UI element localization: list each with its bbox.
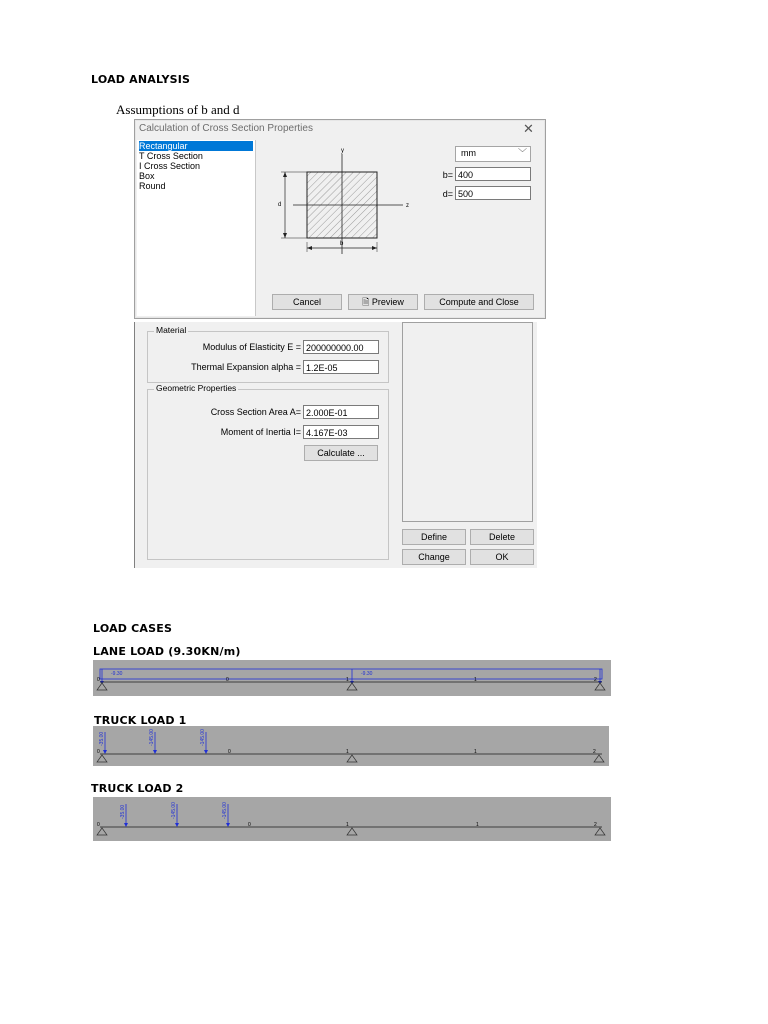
dialog-title: Calculation of Cross Section Properties [139,123,313,134]
support-icon [97,828,107,835]
element-label: 1 [474,677,477,683]
load-arrow-icon [103,750,107,754]
material-title: Material [156,325,187,335]
modulus-label: Modulus of Elasticity E = [202,342,301,352]
calculate-button[interactable]: Calculate ... [304,445,378,461]
list-item-box[interactable]: Box [139,171,155,181]
b-input[interactable]: 400 [455,167,531,181]
dim-b-label: b [340,241,344,247]
truck-load-1-diagram [93,726,609,766]
area-label: Cross Section Area A= [210,407,301,417]
node-label: 1 [346,822,349,828]
thermal-label: Thermal Expansion alpha = [191,362,301,372]
truck2-load-value: -145.00 [222,802,228,819]
load-analysis-heading: LOAD ANALYSIS [91,73,191,86]
section-type-list[interactable] [137,140,256,316]
node-label: 2 [593,749,596,755]
support-icon [347,755,357,762]
truck-load-2-heading: TRUCK LOAD 2 [91,782,184,795]
section-list-box[interactable] [402,322,533,522]
element-label: 0 [226,677,229,683]
chevron-down-icon: ﹀ [517,148,527,158]
d-label: d= [442,189,453,199]
lane-load-diagram [93,660,611,696]
support-icon [97,755,107,762]
preview-label: Preview [371,297,404,307]
load-cases-heading: LOAD CASES [93,622,173,635]
d-input[interactable]: 500 [455,186,531,200]
load-arrow-icon [153,750,157,754]
support-icon [97,683,107,690]
section-properties-panel [134,322,537,568]
dim-d-label: d [278,202,282,208]
load-arrow-icon [204,750,208,754]
b-label: b= [442,170,453,180]
preview-icon: 🗎 [362,297,370,307]
material-group [147,331,389,383]
load-arrow-icon [175,823,179,827]
element-label: 0 [248,822,251,828]
define-button[interactable]: Define [402,529,466,545]
axis-z-label: z [406,203,409,209]
support-icon [347,683,357,690]
node-label: 0 [97,749,100,755]
truck-load-1-heading: TRUCK LOAD 1 [94,714,187,727]
cross-section-preview [263,142,423,262]
element-label: 0 [228,749,231,755]
truck1-load-value: -35.00 [99,731,105,746]
inertia-input[interactable]: 4.167E-03 [303,425,379,439]
modulus-input[interactable]: 200000000.00 [303,340,379,354]
change-button[interactable]: Change [402,549,466,565]
node-label: 1 [346,677,349,683]
node-label: 2 [594,677,597,683]
support-icon [595,828,605,835]
truck1-load-value: -145.00 [149,729,155,746]
support-icon [595,683,605,690]
node-label: 1 [346,749,349,755]
close-icon[interactable]: ✕ [523,121,534,136]
compute-close-button[interactable]: Compute and Close [424,294,534,310]
lane-load-outline [100,669,602,679]
lane-load-value-left: -9.30 [111,671,123,677]
element-label: 1 [476,822,479,828]
node-label: 0 [97,822,100,828]
load-arrow-icon [226,823,230,827]
list-item-round[interactable]: Round [139,181,166,191]
axis-y-label: y [341,148,344,154]
area-input[interactable]: 2.000E-01 [303,405,379,419]
node-label: 0 [97,677,100,683]
ok-button[interactable]: OK [470,549,534,565]
delete-button[interactable]: Delete [470,529,534,545]
list-item-t-section[interactable]: T Cross Section [139,151,203,161]
geometric-title: Geometric Properties [156,383,237,393]
truck2-load-value: -145.00 [171,802,177,819]
assumptions-text: Assumptions of b and d [116,102,240,117]
lane-load-heading: LANE LOAD (9.30KN/m) [93,645,241,658]
unit-dropdown[interactable] [455,146,531,162]
list-item-rectangular[interactable]: Rectangular [139,141,253,151]
preview-button[interactable] [348,294,418,310]
truck-load-2-diagram [93,797,611,841]
support-icon [594,755,604,762]
truck2-load-value: -35.00 [120,804,126,819]
cancel-button[interactable]: Cancel [272,294,342,310]
support-icon [347,828,357,835]
inertia-label: Moment of Inertia I= [220,427,301,437]
unit-value: mm [461,148,476,158]
list-item-i-section[interactable]: I Cross Section [139,161,201,171]
load-arrow-icon [124,823,128,827]
thermal-input[interactable]: 1.2E-05 [303,360,379,374]
cross-section-dialog [134,119,546,319]
node-label: 2 [594,822,597,828]
element-label: 1 [474,749,477,755]
lane-load-value-right: -9.30 [361,671,373,677]
truck1-load-value: -145.00 [200,729,206,746]
